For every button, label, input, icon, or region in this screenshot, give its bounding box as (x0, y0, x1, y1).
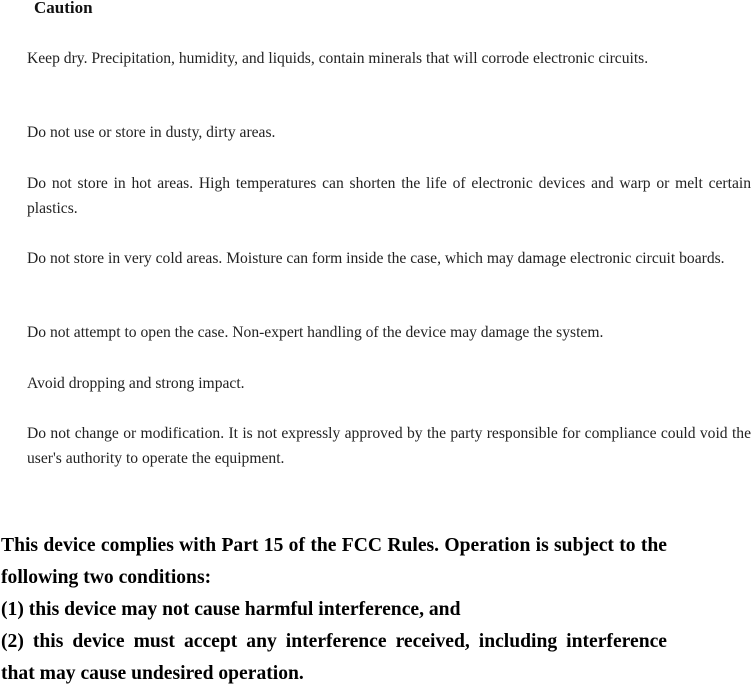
caution-paragraph-keep-dry: Keep dry. Precipitation, humidity, and liquids, contain minerals that will corrode electronic circuits. (27, 50, 649, 67)
fcc-condition-1: (1) this device may not cause harmful interference, and (1, 599, 461, 620)
caution-paragraph-open-case: Do not attempt to open the case. Non-expert handling of the device may damage the system. (27, 324, 604, 341)
caution-paragraph-dropping: Avoid dropping and strong impact. (27, 375, 245, 392)
caution-paragraph-modification: Do not change or modification. It is not expressly approved by the party responsible for compliance could void the user's authority to operate the equipment. (27, 425, 751, 467)
caution-paragraph-cold-areas: Do not store in very cold areas. Moisture can form inside the case, which may damage electronic circuit boards. (27, 250, 725, 267)
caution-paragraph-hot-areas: Do not store in hot areas. High temperatures can shorten the life of electronic devices and warp or melt certain plastics. (27, 175, 751, 217)
caution-paragraph-dusty-areas: Do not use or store in dusty, dirty areas. (27, 124, 276, 141)
fcc-condition-2: (2) this device must accept any interference received, including interference that may cause undesired operation. (1, 631, 667, 684)
fcc-intro: This device complies with Part 15 of the FCC Rules. Operation is subject to the following two conditions: (1, 535, 667, 588)
caution-heading: Caution (34, 0, 93, 17)
fcc-statement (1, 530, 667, 690)
